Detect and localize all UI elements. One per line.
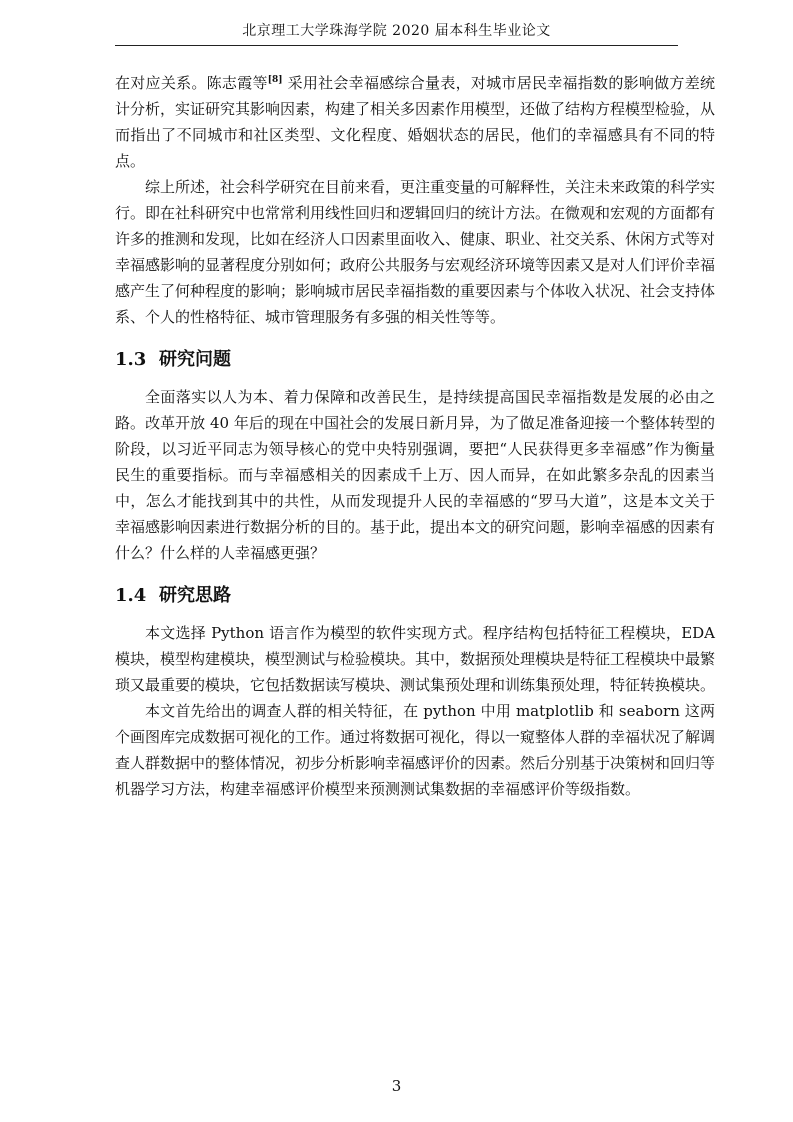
section-title: 研究思路 [159,585,231,606]
body-paragraph: 本文选择 Python 语言作为模型的软件实现方式。程序结构包括特征工程模块，EDA 模块，模型构建模块，模型测试与检验模块。其中，数据预处理模块是特征工程模块中最繁琐又最重要的模块，它包括数据读写模块、测试集预处理和训练集预处理，特征转换模块。 [115,624,716,694]
body-paragraph: 本文首先给出的调查人群的相关特征，在 python 中用 matplotlib 和 seaborn 这两个画图库完成数据可视化的工作。通过将数据可视化，得以一窥整体人群的幸福状况了解调查人群数据中的整体情况，初步分析影响幸福感评价的因素。然后分别基于决策树和回归等机器学习方法，构建幸福感评价模型来预测测试集数据的幸福感评价等级指数。 [115,702,716,798]
page-body [115,70,715,802]
body-paragraph: 全面落实以人为本、着力保障和改善民生，是持续提高国民幸福指数是发展的必由之路。改革开放 40 年后的现在中国社会的发展日新月异，为了做足准备迎接一个整体转型的阶段，以习近平同志为领导核心的党中央特别强调，要把“人民获得更多幸福感”作为衡量民生的重要指标。而与幸福感相关的因素成千上万、因人而异，在如此繁多杂乱的因素当中，怎么才能找到其中的共性，从而发现提升人民的幸福感的“罗马大道”，这是本文关于幸福感影响因素进行数据分析的目的。基于此，提出本文的研究问题，影响幸福感的因素有什么？什么样的人幸福感更强？ [115,388,716,562]
page-number: 3 [391,1077,402,1095]
body-paragraph [115,70,715,174]
body-paragraph: 综上所述，社会科学研究在目前来看，更注重变量的可解释性，关注未来政策的科学实行。即在社科研究中也常常利用线性回归和逻辑回归的统计方法。在微观和宏观的方面都有许多的推测和发现，比如在经济人口因素里面收入、健康、职业、社交关系、休闲方式等对幸福感影响的显著程度分别如何；政府公共服务与宏观经济环境等因素又是对人们评价幸福感产生了何种程度的影响；影响城市居民幸福指数的重要因素与个体收入状况、社会支持体系、个人的性格特征、城市管理服务有多强的相关性等等。 [115,178,716,326]
section-number: 1.4 [115,585,147,606]
section-title: 研究问题 [159,349,231,370]
section-heading-research-question [115,346,715,374]
section-heading-research-approach [115,582,715,610]
paragraph-text: 采用社会幸福感综合量表，对城市居民幸福指数的影响做方差统计分析，实证研究其影响因素，构建了相关多因素作用模型，还做了结构方程模型检验，从而指出了不同城市和社区类型、文化程度、婚姻状态的居民，他们的幸福感具有不同的特点。 [115,74,716,170]
section-number: 1.3 [115,349,147,370]
citation-ref: [8] [267,75,283,85]
running-header: 北京理工大学珠海学院 2020 届本科生毕业论文 [115,22,678,46]
paragraph-text: 在对应关系。陈志霞等 [115,74,268,92]
